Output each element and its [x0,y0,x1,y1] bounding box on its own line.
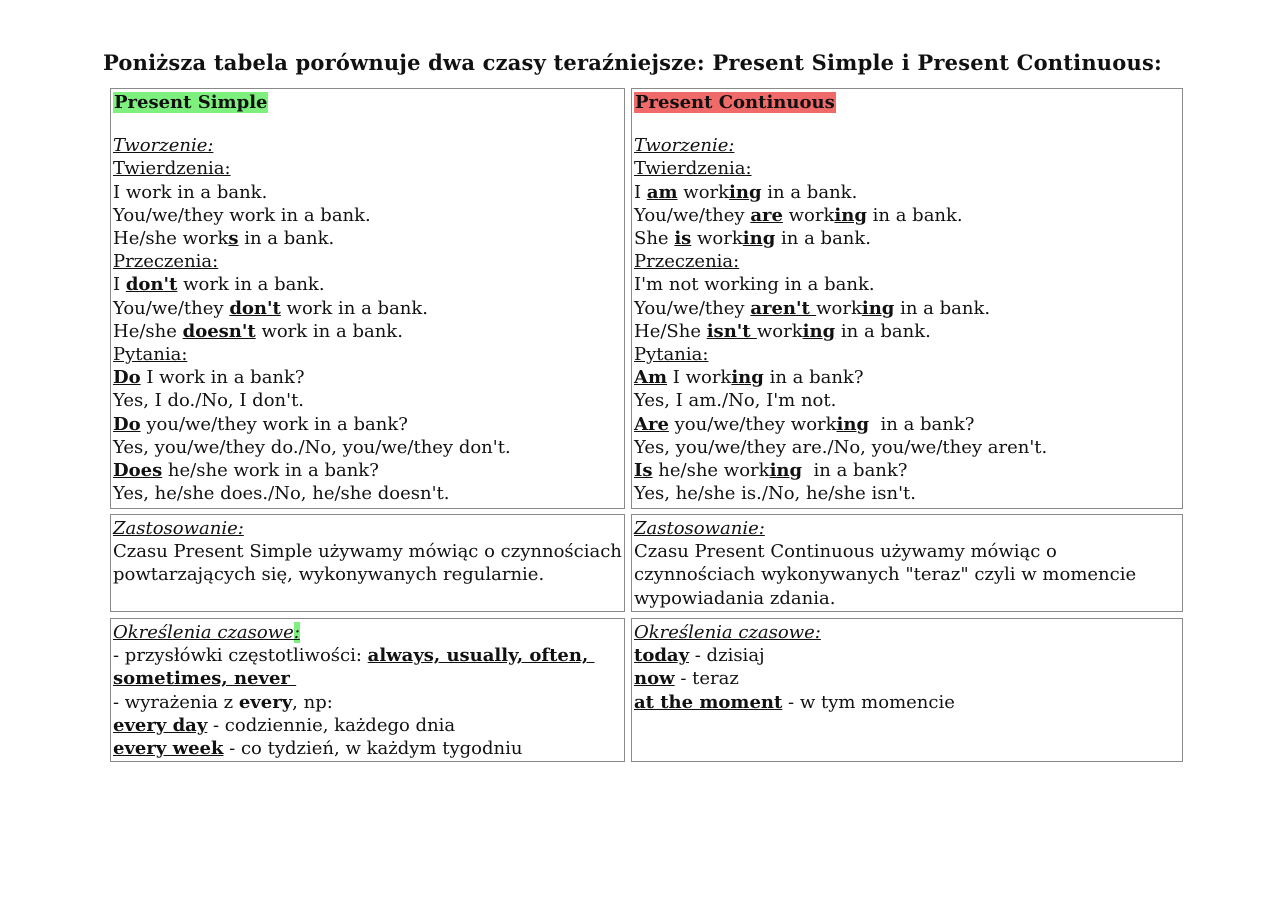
text: - w tym momencie [782,691,955,713]
text: work in a bank. [280,297,429,319]
text: He/she [113,320,183,342]
page-title: Poniższa tabela porównuje dwa czasy teraźniejsze: Present Simple i Present Continuous: [103,50,1162,75]
text: I work in a bank? [140,367,305,389]
text: in a bank. [775,228,872,250]
simple-aff-line: I work in a bank. [113,181,268,203]
emphasis: at the moment [634,691,783,713]
emphasis: sometimes, never [113,668,297,690]
label-przeczenia: Przeczenia: [113,251,219,273]
text: in a bank. [894,297,991,319]
continuous-q-line [634,366,1180,389]
text: - co tydzień, w każdym tygodniu [223,738,523,760]
continuous-aff-line [634,204,1180,227]
simple-aff-line: You/we/they work in a bank. [113,204,371,226]
text: work [782,204,835,226]
continuous-neg-line [634,320,1180,343]
emphasis: Am [634,367,668,389]
text: You/we/they [113,297,230,319]
label-przeczenia: Przeczenia: [634,251,740,273]
text: you/we/they work in a bank? [140,413,408,435]
simple-neg-line [113,320,622,343]
emphasis: always, usually, often, [367,645,595,667]
text: I [113,274,126,296]
text: work in a bank. [177,274,325,296]
label-pytania: Pytania: [113,344,188,366]
emphasis: Is [634,460,653,482]
label-tworzenie: Tworzenie: [113,135,214,157]
text: he/she work in a bank? [162,460,379,482]
emphasis: every day [113,714,208,736]
continuous-time-line [634,667,1180,690]
label-twierdzenia: Twierdzenia: [634,158,752,180]
text: - wyrażenia z [113,691,239,713]
continuous-neg-line [634,297,1180,320]
emphasis: doesn't [182,320,256,342]
simple-q-line [113,413,622,436]
text: She [634,228,675,250]
simple-q-line [113,459,622,482]
emphasis: every [238,691,293,713]
simple-time-line [113,737,622,760]
text: in a bank? [802,460,908,482]
text: He/She [634,320,707,342]
emphasis: every week [113,738,224,760]
continuous-formation-cell [631,88,1183,509]
text: in a bank. [835,320,931,342]
emphasis: s [228,228,239,250]
text: I work [667,367,732,389]
text: - dzisiaj [689,645,765,667]
continuous-usage-cell [631,514,1183,612]
emphasis: Do [113,367,141,389]
label-zastosowanie: Zastosowanie: [634,518,765,539]
emphasis: ing [769,460,803,482]
text: in a bank? [869,413,975,435]
label-twierdzenia: Twierdzenia: [113,158,231,180]
text: work [677,181,730,203]
emphasis: now [634,668,675,690]
continuous-q-line: Yes, you/we/they are./No, you/we/they aren't. [634,436,1048,458]
text: You/we/they [634,204,751,226]
text: - teraz [674,668,739,690]
text: work in a bank. [255,320,403,342]
emphasis: aren't [750,297,817,319]
text: work [756,320,803,342]
continuous-q-line: Yes, I am./No, I'm not. [634,390,837,412]
continuous-aff-line [634,181,1180,204]
simple-neg-line [113,273,622,296]
text: - codziennie, każdego dnia [207,714,456,736]
label-tworzenie: Tworzenie: [634,135,735,157]
simple-q-line [113,366,622,389]
text: in a bank? [763,367,864,389]
emphasis: ing [834,204,867,226]
simple-formation-cell [110,88,625,509]
continuous-neg-line: I'm not working in a bank. [634,274,875,296]
continuous-time-line [634,644,1180,667]
continuous-aff-line [634,227,1180,250]
text: You/we/they [634,297,751,319]
simple-usage-cell [110,514,625,612]
text: you/we/they work [668,413,837,435]
emphasis: ing [861,297,895,319]
simple-time-line [113,644,622,667]
emphasis: don't [229,297,281,319]
continuous-usage-text: Czasu Present Continuous używamy mówiąc o czynnościach wykonywanych "teraz" czyli w momencie wypowiadania zdania. [634,541,1137,609]
simple-aff-line [113,227,622,250]
emphasis: am [646,181,678,203]
simple-q-line: Yes, he/she does./No, he/she doesn't. [113,483,450,505]
label-zastosowanie: Zastosowanie: [113,518,244,539]
text: - przysłówki częstotliwości: [113,645,368,667]
text: work [816,297,862,319]
text: , np: [292,691,333,713]
emphasis: ing [731,367,764,389]
label-okreslenia: Określenia czasowe: [634,622,821,643]
text: in a bank. [866,204,963,226]
continuous-q-line [634,459,1180,482]
simple-q-line: Yes, I do./No, I don't. [113,390,305,412]
spacer [634,114,1180,134]
continuous-q-line [634,413,1180,436]
label-pytania: Pytania: [634,344,709,366]
simple-q-line: Yes, you/we/they do./No, you/we/they don't. [113,436,511,458]
continuous-time-cell [631,618,1183,762]
simple-usage-text: Czasu Present Simple używamy mówiąc o czynnościach powtarzających się, wykonywanych regularnie. [113,541,622,586]
label-okreslenia [113,621,622,644]
emphasis: ing [802,320,836,342]
emphasis: ing [729,181,762,203]
continuous-time-line [634,691,1180,714]
text: He/she work [113,228,229,250]
emphasis: are [750,204,783,226]
simple-time-line [113,714,622,737]
emphasis: isn't [706,320,757,342]
text: I [634,181,647,203]
text: in a bank. [238,228,335,250]
emphasis: don't [125,274,178,296]
text: in a bank. [761,181,858,203]
emphasis: Are [634,413,669,435]
text: work [691,228,743,250]
emphasis: today [634,645,690,667]
simple-neg-line [113,297,622,320]
continuous-heading: Present Continuous [635,92,835,113]
simple-time-cell [110,618,625,762]
text: Określenia czasowe [113,622,294,643]
simple-time-line [113,667,622,690]
simple-time-line [113,691,622,714]
text: he/she work [652,460,770,482]
spacer [113,114,622,134]
emphasis: ing [742,228,776,250]
emphasis: Do [113,413,141,435]
emphasis: ing [836,413,870,435]
continuous-q-line: Yes, he/she is./No, he/she isn't. [634,483,916,505]
emphasis: is [674,228,692,250]
simple-heading: Present Simple [114,92,268,113]
text: : [293,622,300,643]
emphasis: Does [113,460,163,482]
